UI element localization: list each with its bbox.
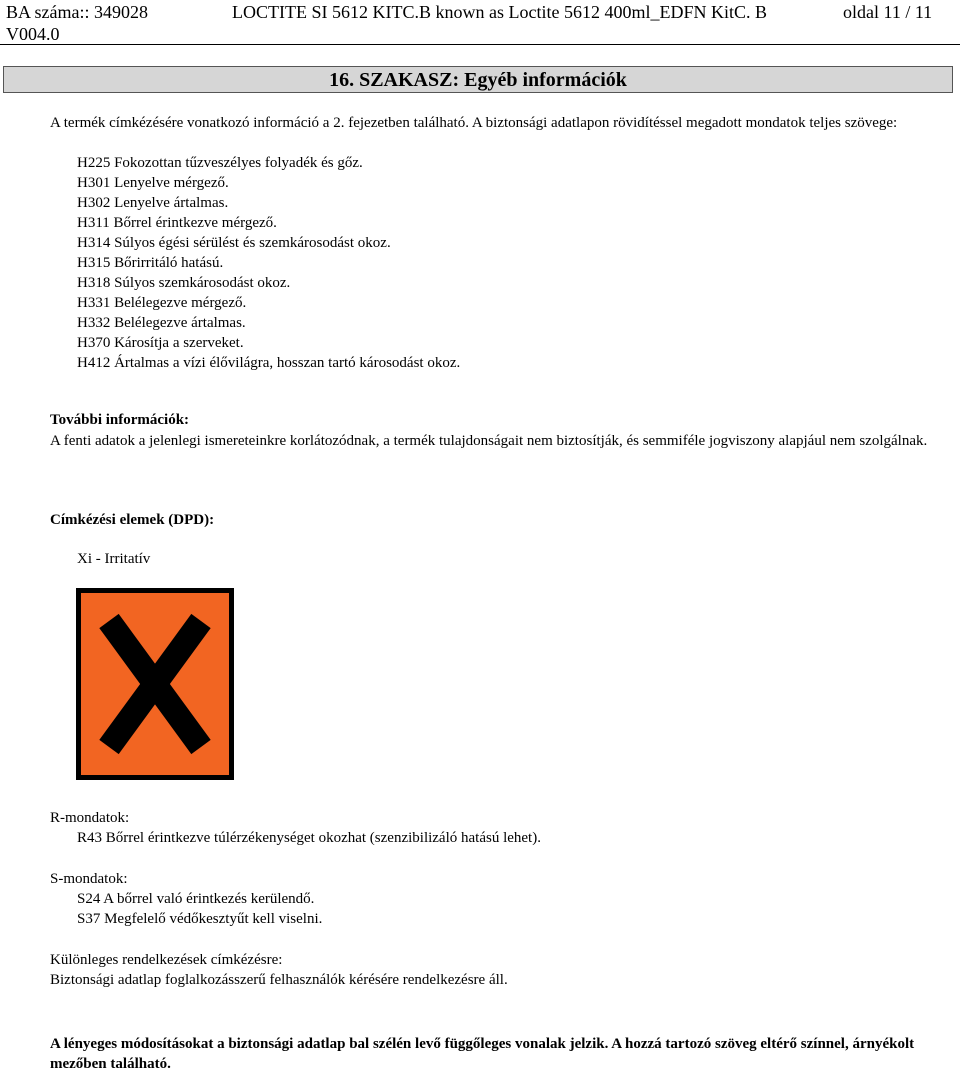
h-statement: H302 Lenyelve ártalmas. [77, 195, 229, 211]
document-header [0, 0, 960, 45]
h-statement: H315 Bőrirritáló hatású. [77, 255, 224, 271]
s-phrases-heading: S-mondatok: [50, 871, 128, 887]
section-title: 16. SZAKASZ: Egyéb információk [3, 66, 953, 93]
special-provisions-heading: Különleges rendelkezések címkézésre: [50, 952, 283, 968]
h-statement: H332 Belélegezve ártalmas. [77, 315, 246, 331]
special-provisions-text: Biztonsági adatlap foglalkozásszerű felhasználók kérésére rendelkezésre áll. [50, 972, 508, 988]
h-statement: H318 Súlyos szemkárosodást okoz. [77, 275, 291, 291]
s-phrase: S37 Megfelelő védőkesztyűt kell viselni. [77, 911, 323, 927]
page-number: oldal 11 / 11 [843, 2, 933, 22]
s-phrase: S24 A bőrrel való érintkezés kerülendő. [77, 891, 315, 907]
h-statement: H412 Ártalmas a vízi élővilágra, hosszan tartó károsodást okoz. [77, 355, 461, 371]
revision-note: A lényeges módosításokat a biztonsági adatlap bal szélén levő függőleges vonalak jelzik. A hozzá tartozó szöveg eltérő színnel, árnyékolt mezőben található. [50, 1036, 915, 1072]
hazard-symbol-label: Xi - Irritatív [77, 551, 151, 567]
ba-number: BA száma:: 349028 [6, 2, 148, 22]
further-info-text: A fenti adatok a jelenlegi ismereteinkre korlátozódnak, a termék tulajdonságait nem biztosítják, és semmiféle jogviszony alapjául nem szolgálnak. [50, 433, 928, 449]
x-cross-icon [81, 593, 229, 775]
version: V004.0 [6, 24, 60, 44]
product-name: LOCTITE SI 5612 KITC.B known as Loctite 5612 400ml_EDFN KitC. B [232, 2, 767, 22]
intro-text: A termék címkézésére vonatkozó információ a 2. fejezetben található. A biztonsági adatlapon rövidítéssel megadott mondatok teljes szövege: [50, 115, 898, 131]
further-info-heading: További információk: [50, 412, 190, 428]
h-statement: H314 Súlyos égési sérülést és szemkárosodást okoz. [77, 235, 391, 251]
h-statement: H311 Bőrrel érintkezve mérgező. [77, 215, 277, 231]
h-statement: H370 Károsítja a szerveket. [77, 335, 244, 351]
h-statement: H225 Fokozottan tűzveszélyes folyadék és gőz. [77, 155, 363, 171]
h-statement: H301 Lenyelve mérgező. [77, 175, 229, 191]
r-phrases-heading: R-mondatok: [50, 810, 130, 826]
r-phrase: R43 Bőrrel érintkezve túlérzékenységet okozhat (szenzibilizáló hatású lehet). [77, 830, 541, 846]
xi-irritant-pictogram-icon [76, 588, 234, 780]
h-statement: H331 Belélegezve mérgező. [77, 295, 247, 311]
labeling-heading: Címkézési elemek (DPD): [50, 512, 215, 528]
